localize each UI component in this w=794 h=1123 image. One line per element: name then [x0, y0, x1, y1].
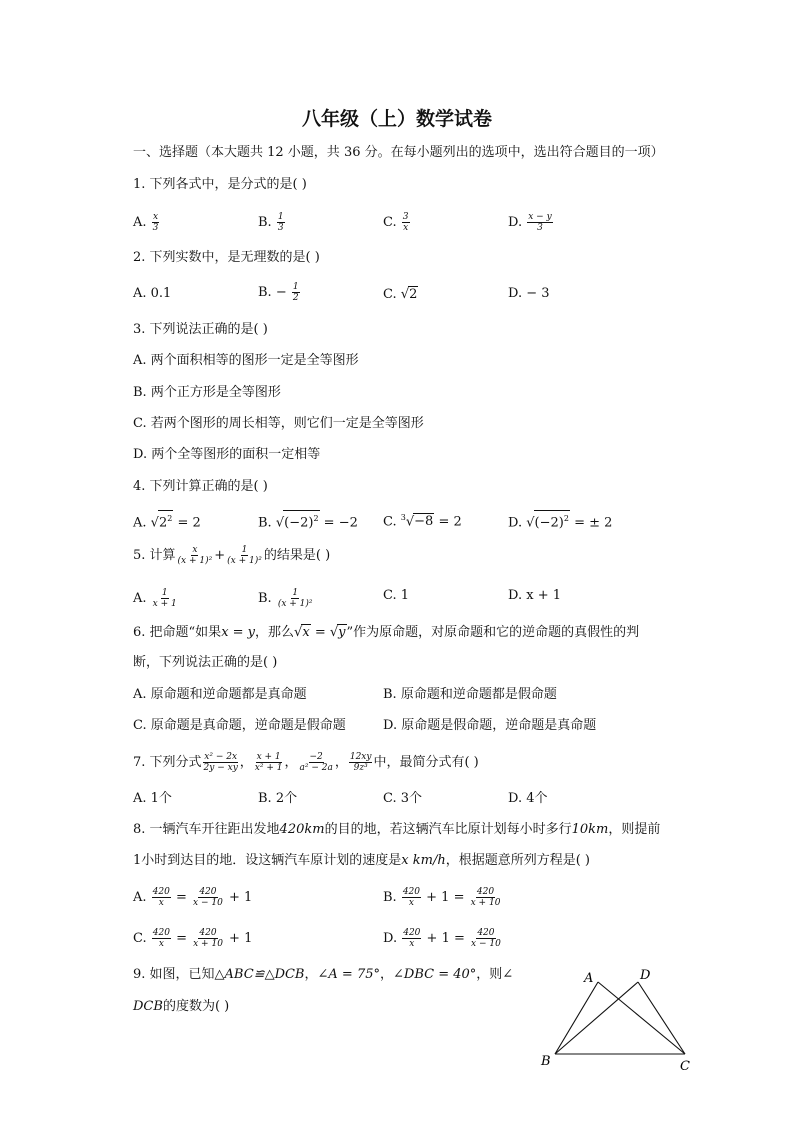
plus-one: + 1: [224, 931, 253, 946]
equals: =: [449, 890, 469, 905]
stem-text: ，: [304, 967, 318, 982]
numerator: 1: [241, 545, 248, 555]
fraction: [226, 545, 263, 566]
numerator: 1: [161, 588, 168, 598]
question-6-line-1: [133, 624, 639, 641]
equals: =: [310, 625, 330, 640]
denominator: 3: [537, 223, 543, 233]
stem-text: ，根据题意所列方程是( ): [445, 853, 590, 868]
numerator: 420: [403, 928, 421, 938]
segment-ab: [555, 982, 598, 1054]
question-8-line-1: [133, 822, 660, 838]
plus-sign: +: [214, 548, 226, 563]
option-label: B.: [258, 591, 272, 606]
denominator: x + 1: [152, 599, 177, 609]
fraction: [470, 928, 502, 949]
denominator: (x + 1)²: [227, 556, 262, 566]
label-a: A: [584, 971, 594, 986]
question-9-line-1: [133, 967, 513, 983]
denominator: x + 10: [193, 939, 223, 949]
option-label: C.: [383, 215, 397, 230]
numerator: 12xy: [349, 752, 372, 762]
question-8-line-2: [133, 853, 590, 869]
denominator: 3: [277, 223, 284, 233]
numerator: 420: [477, 928, 495, 938]
base: (−2): [284, 515, 314, 531]
fraction: [292, 282, 300, 303]
denominator: x² + 1: [254, 763, 283, 773]
q7-option-a[interactable]: A. 1个: [133, 791, 172, 806]
option-label: C.: [383, 287, 397, 302]
denominator: (x + 1)²: [277, 599, 313, 609]
radical-sign: √: [294, 625, 303, 640]
numerator: 1: [292, 588, 299, 598]
denominator: x: [408, 898, 414, 908]
denominator: x: [158, 939, 164, 949]
numerator: 420: [199, 928, 217, 938]
denominator: x: [158, 898, 164, 908]
result: = ± 2: [569, 515, 613, 531]
numerator: x − y: [528, 212, 552, 222]
math-expr: ∠DBC = 40°: [393, 967, 477, 982]
radical-sign: √: [150, 515, 159, 531]
denominator: (x + 1)²: [177, 556, 213, 566]
math-expr: x km/h: [401, 853, 446, 868]
fraction: [402, 928, 421, 949]
segment-dc: [638, 982, 685, 1054]
separator: ，: [239, 755, 253, 770]
radicand: −8: [414, 514, 434, 530]
segment-db: [555, 982, 638, 1054]
q5-option-d[interactable]: D. x + 1: [508, 588, 561, 603]
q6-option-c[interactable]: C. 原命题是真命题，逆命题是假命题: [133, 718, 346, 733]
question-4-stem: 4. 下列计算正确的是( ): [133, 479, 268, 494]
option-label: C.: [383, 514, 397, 530]
q7-option-c[interactable]: C. 3个: [383, 791, 423, 806]
equals: =: [171, 890, 192, 905]
question-6-line-2: 断，下列说法正确的是( ): [133, 655, 278, 670]
numerator: x: [192, 545, 198, 555]
radicand: [283, 510, 319, 531]
option-label: A.: [133, 515, 147, 531]
q7-option-b[interactable]: B. 2个: [258, 791, 298, 806]
stem-text: 9. 如图，已知: [133, 967, 215, 982]
math-expr: △ABC≌△DCB: [214, 967, 305, 982]
numerator: 420: [152, 887, 170, 897]
denominator: 3: [152, 223, 159, 233]
question-2-stem: 2. 下列实数中，是无理数的是( ): [133, 250, 320, 265]
q7-option-d[interactable]: D. 4个: [508, 791, 548, 806]
q3-option-c[interactable]: C. 若两个图形的周长相等，则它们一定是全等图形: [133, 416, 424, 431]
separator: ，: [334, 755, 348, 770]
segment-ac: [598, 982, 685, 1054]
exponent: 2: [313, 514, 319, 523]
q6-option-b[interactable]: B. 原命题和逆命题都是假命题: [383, 687, 557, 702]
stem-text: 中，最简分式有( ): [373, 755, 479, 770]
fraction: [470, 887, 502, 908]
base: 2: [158, 515, 168, 531]
label-d: D: [640, 968, 651, 983]
equals: =: [171, 931, 192, 946]
fraction: [254, 752, 284, 773]
q6-option-a[interactable]: A. 原命题和逆命题都是真命题: [133, 687, 307, 702]
stem-text: 1小时到达目的地．设这辆汽车原计划的速度是: [133, 853, 402, 868]
page-title: 八年级（上）数学试卷: [301, 108, 492, 130]
math-expr: DCB: [133, 999, 163, 1014]
numerator: 1: [292, 282, 299, 292]
math-expr: x = y: [221, 625, 256, 640]
radicand: x: [302, 625, 310, 640]
result: = 2: [434, 514, 462, 530]
stem-text: ，则∠: [476, 967, 514, 982]
option-label: B.: [258, 515, 272, 531]
stem-text: 8. 一辆汽车开往距出发地: [133, 822, 280, 837]
root-index: 3: [400, 513, 406, 522]
denominator: 9z³: [353, 763, 368, 773]
stem-text: ，则提前: [608, 822, 661, 837]
denominator: x − 10: [193, 898, 223, 908]
numerator: x: [153, 212, 159, 222]
radical-sign: √: [526, 515, 535, 531]
separator: ，: [284, 755, 298, 770]
section-heading: 一、选择题（本大题共 12 小题，共 36 分。在每小题列出的选项中，选出符合题目的一项）: [133, 145, 664, 160]
minus-sign: −: [275, 285, 287, 300]
fraction: [527, 212, 552, 233]
q1-option-b[interactable]: [258, 212, 286, 233]
q1-option-d[interactable]: [508, 212, 554, 233]
q4-option-d[interactable]: [508, 510, 612, 531]
result: = −2: [319, 515, 358, 531]
fraction: [192, 887, 224, 908]
question-7-stem: [133, 752, 479, 773]
label-b: B: [541, 1054, 551, 1069]
denominator: x − 10: [471, 939, 501, 949]
option-label: C.: [133, 931, 147, 946]
q8-option-c[interactable]: [133, 928, 252, 949]
numerator: 3: [402, 212, 409, 222]
option-label: D.: [508, 515, 523, 531]
stem-text: 的结果是( ): [263, 548, 331, 563]
denominator: a² − 2a: [299, 763, 333, 773]
option-label: D.: [508, 215, 523, 230]
fraction: [299, 752, 334, 773]
radical-sign: √: [400, 287, 410, 302]
fraction: [152, 887, 171, 908]
fraction: [402, 887, 421, 908]
numerator: 1: [277, 212, 284, 222]
fraction: [152, 928, 171, 949]
math-expr: ∠A = 75°: [317, 967, 380, 982]
triangle-figure: [530, 962, 710, 1080]
numerator: x² − 2x: [204, 752, 238, 762]
q3-option-d[interactable]: D. 两个全等图形的面积一定相等: [133, 447, 321, 462]
equals: =: [449, 931, 470, 946]
q3-option-b[interactable]: B. 两个正方形是全等图形: [133, 385, 281, 400]
q8-option-b[interactable]: [383, 887, 502, 908]
radical-sign: √: [405, 514, 415, 530]
stem-text: ，: [380, 967, 394, 982]
q8-option-a[interactable]: [133, 887, 252, 908]
radical-sign: √: [275, 515, 285, 531]
q4-option-b[interactable]: [258, 510, 358, 531]
radicand: [534, 510, 570, 531]
q2-option-a[interactable]: A. 0.1: [133, 286, 172, 301]
question-5-stem: [133, 545, 330, 566]
plus-one: + 1: [224, 890, 253, 905]
q6-option-d[interactable]: D. 原命题是假命题，逆命题是真命题: [383, 718, 597, 733]
q5-option-b[interactable]: [258, 588, 315, 609]
numerator: −2: [309, 752, 323, 762]
stem-text: 的目的地，若这辆汽车比原计划每小时多行: [324, 822, 572, 837]
numerator: 420: [476, 887, 495, 897]
stem-text: 的度数为( ): [162, 999, 230, 1014]
q2-option-b[interactable]: [258, 282, 301, 303]
stem-text: 6. 把命题“如果: [133, 625, 222, 640]
q4-option-a[interactable]: [133, 510, 201, 531]
radicand: [158, 510, 173, 531]
denominator: 2y − xy: [203, 763, 238, 773]
denominator: x + 10: [470, 898, 501, 908]
option-label: A.: [133, 591, 147, 606]
numerator: x + 1: [256, 752, 281, 762]
fraction: [177, 545, 214, 566]
fraction: [277, 588, 314, 609]
numerator: 420: [152, 928, 170, 938]
label-c: C: [680, 1059, 690, 1074]
numerator: 420: [402, 887, 421, 897]
q5-option-c[interactable]: C. 1: [383, 588, 410, 603]
fraction: [402, 212, 410, 233]
fraction: [349, 752, 373, 773]
q5-option-a[interactable]: [133, 588, 179, 609]
denominator: 2: [292, 293, 299, 303]
math-expr: 420km: [279, 822, 325, 837]
q3-option-a[interactable]: A. 两个面积相等的图形一定是全等图形: [133, 353, 359, 368]
fraction: [192, 928, 224, 949]
q4-option-c[interactable]: [383, 510, 462, 530]
denominator: x: [409, 939, 415, 949]
question-1-stem: 1. 下列各式中，是分式的是( ): [133, 177, 307, 192]
option-label: A.: [133, 890, 147, 905]
radicand: y: [338, 625, 346, 640]
result: = 2: [173, 515, 201, 531]
q1-option-c[interactable]: [383, 212, 411, 233]
radicand: 2: [409, 287, 418, 302]
fraction: [277, 212, 285, 233]
exponent: 2: [167, 514, 173, 523]
fraction: [203, 752, 239, 773]
fraction: [152, 212, 160, 233]
option-label: B.: [258, 215, 272, 230]
fraction: [152, 588, 178, 609]
stem-text: 5. 计算: [133, 548, 176, 563]
stem-text: ，那么: [255, 625, 295, 640]
stem-text: 7. 下列分式: [133, 755, 202, 770]
stem-text: ”作为原命题，对原命题和它的逆命题的真假性的判: [346, 625, 640, 640]
option-label: A.: [133, 215, 147, 230]
numerator: 420: [199, 887, 217, 897]
q1-option-a[interactable]: [133, 212, 160, 233]
q2-option-d[interactable]: D. − 3: [508, 286, 550, 301]
option-label: D.: [383, 931, 398, 946]
question-3-stem: 3. 下列说法正确的是( ): [133, 322, 268, 337]
plus-one: + 1: [422, 890, 450, 905]
question-9-line-2: [133, 999, 229, 1015]
option-label: B.: [383, 890, 397, 905]
option-label: B.: [258, 285, 272, 300]
base: (−2): [534, 515, 564, 531]
radical-sign: √: [329, 625, 339, 640]
plus-one: + 1: [422, 931, 450, 946]
exponent: 2: [563, 514, 569, 523]
denominator: x: [403, 223, 409, 233]
q2-option-c[interactable]: [383, 286, 418, 303]
q8-option-d[interactable]: [383, 928, 503, 949]
math-expr: 10km: [571, 822, 609, 837]
